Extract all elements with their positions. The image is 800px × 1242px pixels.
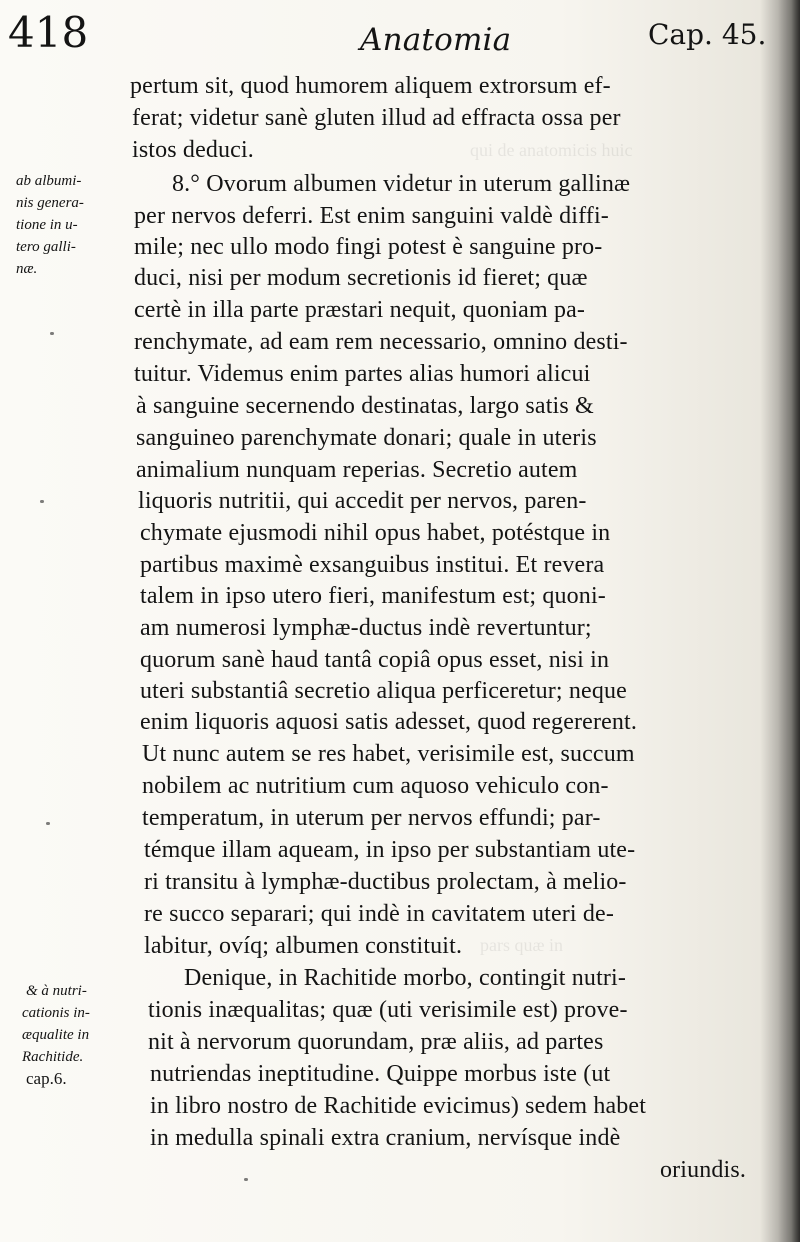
margin-note-line: tero galli- xyxy=(16,239,76,255)
text-line: per nervos deferri. Est enim sanguini valdè diffi- xyxy=(134,203,609,229)
bleed-through: pars quæ in xyxy=(480,935,563,955)
margin-note-line: & à nutri- xyxy=(26,983,87,999)
text-line: in libro nostro de Rachitide evicimus) sedem habet xyxy=(150,1093,647,1119)
text-line: duci, nisi per modum secretionis id fieret; quæ xyxy=(134,265,588,291)
text-line: chymate ejusmodi nihil opus habet, potéstque in xyxy=(140,520,611,546)
text-line: re succo separari; qui indè in cavitatem uteri de- xyxy=(144,901,614,927)
text-line: oriundis. xyxy=(660,1157,747,1183)
text-line: temperatum, in uterum per nervos effundi; par- xyxy=(142,805,601,831)
text-line: nutriendas ineptitudine. Quippe morbus iste (ut xyxy=(150,1061,611,1087)
page-edge-shadow xyxy=(778,0,800,1242)
text-line: nit à nervorum quorundam, præ aliis, ad partes xyxy=(148,1029,604,1055)
ink-speck xyxy=(46,822,50,825)
bleed-through: qui de anatomicis huic xyxy=(470,140,633,160)
text-line: ri transitu à lymphæ-ductibus prolectam, à melio- xyxy=(144,869,627,895)
running-title: Anatomia xyxy=(360,22,512,58)
margin-note-line: ab albumi- xyxy=(16,173,82,189)
text-line: partibus maximè exsanguibus institui. Et revera xyxy=(140,552,605,578)
text-line: renchymate, ad eam rem necessario, omnino desti- xyxy=(134,329,628,355)
text-line: in medulla spinali extra cranium, nervísque indè xyxy=(150,1125,621,1151)
text-line: certè in illa parte præstari nequit, quoniam pa- xyxy=(134,297,586,323)
margin-note-line: cap.6. xyxy=(26,1069,67,1088)
ink-speck xyxy=(40,500,44,503)
page-header xyxy=(0,8,800,72)
text-line: témque illam aqueam, in ipso per substantiam ute- xyxy=(144,837,636,863)
text-line: pertum sit, quod humorem aliquem extrorsum ef- xyxy=(130,73,611,99)
text-line: Denique, in Rachitide morbo, contingit nutri- xyxy=(184,965,626,991)
chapter-reference: Cap. 45. xyxy=(648,18,767,51)
margin-note-line: tione in u- xyxy=(16,217,78,233)
text-line: animalium nunquam reperias. Secretio autem xyxy=(136,457,578,483)
text-line: sanguineo parenchymate donari; quale in uteris xyxy=(136,425,597,451)
text-line: am numerosi lymphæ-ductus indè revertuntur; xyxy=(140,615,592,641)
text-line: mile; nec ullo modo fingi potest è sanguine pro- xyxy=(134,234,603,260)
text-line: à sanguine secernendo destinatas, largo satis & xyxy=(136,393,594,419)
text-line: tionis inæqualitas; quæ (uti verisimile est) prove- xyxy=(148,997,628,1023)
text-line: ferat; videtur sanè gluten illud ad effracta ossa per xyxy=(132,105,621,131)
text-line: quorum sanè haud tantâ copiâ opus esset, nisi in xyxy=(140,647,610,673)
text-line: istos deduci. xyxy=(132,137,254,163)
margin-note-line: Rachitide. xyxy=(22,1049,84,1065)
margin-note-line: cationis in- xyxy=(22,1005,90,1021)
margin-note-line: æqualite in xyxy=(22,1027,90,1043)
ink-speck xyxy=(244,1178,248,1181)
text-line: labitur, ovíq; albumen constituit. xyxy=(144,933,463,959)
text-line: liquoris nutritii, qui accedit per nervos, paren- xyxy=(138,488,587,514)
margin-note-line: næ. xyxy=(16,261,38,277)
page-number: 418 xyxy=(8,8,89,57)
text-line: uteri substantiâ secretio aliqua perficeretur; neque xyxy=(140,678,627,704)
text-line: enim liquoris aquosi satis adesset, quod regererent. xyxy=(140,709,638,735)
text-line: nobilem ac nutritium cum aquoso vehiculo con- xyxy=(142,773,609,799)
text-line: tuitur. Videmus enim partes alias humori alicui xyxy=(134,361,591,387)
text-line: talem in ipso utero fieri, manifestum est; quoni- xyxy=(140,583,606,609)
margin-note-line: nis genera- xyxy=(16,195,84,211)
ink-speck xyxy=(50,332,54,335)
text-line: Ut nunc autem se res habet, verisimile est, succum xyxy=(142,741,635,767)
text-line: 8.° Ovorum albumen videtur in uterum gallinæ xyxy=(172,171,631,197)
